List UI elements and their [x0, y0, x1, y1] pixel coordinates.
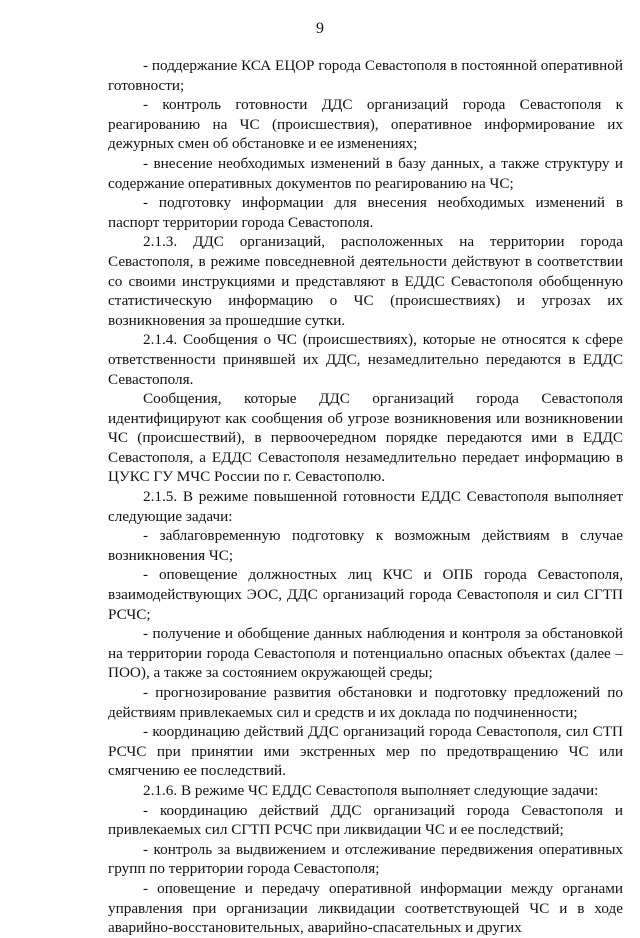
paragraph-2: - контроль готовности ДДС организаций города Севастополя к реагированию на ЧС (происшествия), оперативное информирование их дежурных смен об обстановке и ее изменениях;: [108, 96, 623, 153]
paragraph-13: - координацию действий ДДС организаций города Севастополя, сил СТП РСЧС при принятии ими экстренных мер по предотвращению ЧС или смягчению ее последствий.: [108, 723, 623, 780]
paragraph-10: - оповещение должностных лиц КЧС и ОПБ города Севастополя, взаимодействующих ЭОС, ДДС организаций города Севастополя и сил СГТП РСЧС;: [108, 566, 623, 623]
paragraph-14: 2.1.6. В режиме ЧС ЕДДС Севастополя выполняет следующие задачи:: [143, 781, 599, 799]
document-body: [108, 56, 623, 938]
paragraph-15: - координацию действий ДДС организаций города Севастополя и привлекаемых сил СГТП РСЧС при ликвидации ЧС и ее последствий;: [108, 801, 623, 839]
paragraph-8: 2.1.5. В режиме повышенной готовности ЕДДС Севастополя выполняет следующие задачи:: [108, 488, 623, 525]
paragraph-5: 2.1.3. ДДС организаций, расположенных на территории города Севастополя, в режиме повседневной деятельности действуют в соответствии со своими инструкциями и представляют в ЕДДС Севастополя обобщенную статистическую информацию о ЧС (происшествиях) и угрозах их возникновения за прошедшие сутки.: [108, 233, 623, 329]
paragraph-6: 2.1.4. Сообщения о ЧС (происшествиях), которые не относятся к сфере ответственности принявшей их ДДС, незамедлительно передаются в ЕДДС Севастополя.: [108, 331, 623, 388]
paragraph-17: - оповещение и передачу оперативной информации между органами управления при организации ликвидации соответствующей ЧС и в ходе аварийно-восстановительных, аварийно-спасательных и других: [108, 879, 623, 937]
paragraph-7: Сообщения, которые ДДС организаций города Севастополя идентифицируют как сообщения об угрозе возникновения или возникновении ЧС (происшествий), в первоочередном порядке передаются ими в ЕДДС Севастополя, а ЕДДС Севастополя незамедлительно передает информацию в ЦУКС ГУ МЧС России по г. Севастополю.: [108, 390, 623, 486]
page-number: 9: [316, 20, 324, 37]
paragraph-16: - контроль за выдвижением и отслеживание передвижения оперативных групп по территории города Севастополя;: [108, 840, 623, 878]
paragraph-12: - прогнозирование развития обстановки и подготовку предложений по действиям привлекаемых сил и средств и их доклада по подчиненности;: [108, 684, 623, 721]
paragraph-3: - внесение необходимых изменений в базу данных, а также структуру и содержание оперативных документов по реагированию на ЧС;: [108, 154, 623, 192]
paragraph-1: - поддержание КСА ЕЦОР города Севастополя в постоянной оперативной готовности;: [108, 57, 623, 94]
paragraph-11: - получение и обобщение данных наблюдения и контроля за обстановкой на территории города Севастополя и потенциально опасных объектах (далее – ПОО), а также за состоянием окружающей среды;: [108, 625, 623, 682]
paragraph-4: - подготовку информации для внесения необходимых изменений в паспорт территории города Севастополя.: [108, 194, 623, 231]
paragraph-9: - заблаговременную подготовку к возможным действиям в случае возникновения ЧС;: [108, 527, 623, 564]
